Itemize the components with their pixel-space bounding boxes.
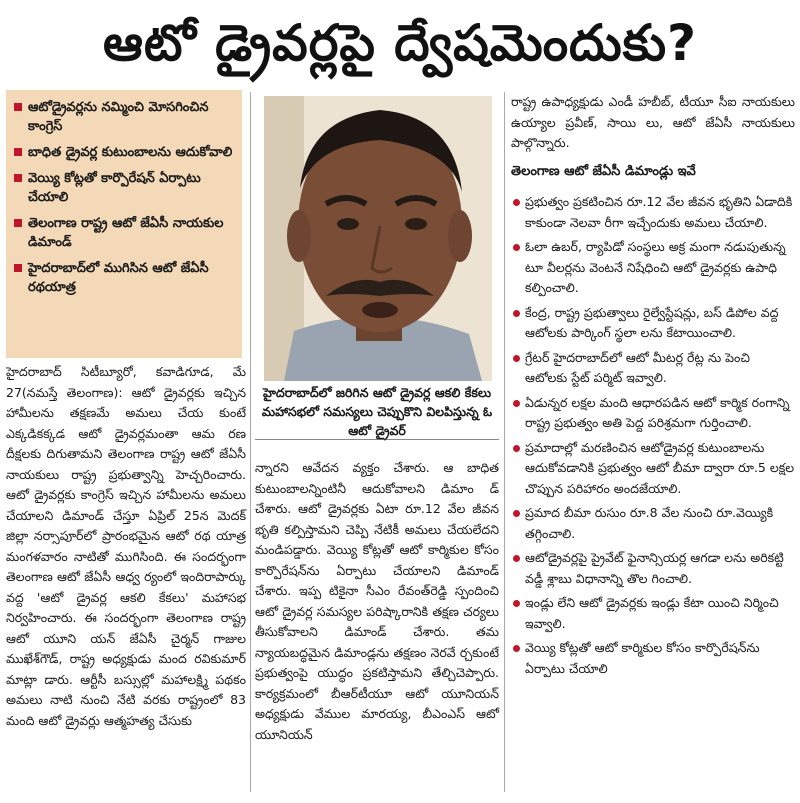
demand-text: ప్రమాద బీమా రుసుం రూ.8 వేల నుంచి రూ.వెయ్యికి తగ్గించాలి. (525, 505, 774, 541)
square-bullet-icon (14, 264, 22, 272)
square-bullet-icon (14, 148, 22, 156)
demand-text: ఇండ్లు లేని ఆటో డ్రైవర్లకు ఇండ్లు కేటా యించి నిర్మించి ఇవ్వాలి. (525, 595, 779, 631)
highlights-box (6, 90, 242, 358)
demand-text: ఆటోడ్రైవర్లపై ప్రైవేట్ ఫైనాన్సియర్ల ఆగడా లను అరికట్టి వడ్డీ శ్లాబు విధానాన్ని తొల గించాలి. (525, 550, 784, 586)
article-body-middle: న్నారని ఆవేదన వ్యక్తం చేశారు. ఆ బాధిత కుటుంబాలన్నింటినీ ఆదుకోవాలని డిమాం డ్ చేశారు. ఆటో డ్రైవర్లకు ఏటా రూ.12 వేల జీవన భృతి కల్పిస్తామని చెప్పి నేటికీ అమలు చేయలేదని మండిపడ్డారు. వెయ్యి కోట్లతో ఆటో కార్మికుల కోసం కార్పొరేషన్‌ను ఏర్పాటు చేయాలని డిమాండ్ చేశారు. ఇప్ప టికైనా సీఎం రేవంత్‌రెడ్డి స్పందించి ఆటో డ్రైవర్ల సమస్యల పరిష్కారానికి తక్షణ చర్యలు తీసుకోవాలని డిమాండ్ చేశారు. తమ న్యాయబద్ధమైన డిమాండ్లను తక్షణం నెరవే ర్చకుంటే ప్రభుత్వంపై యుద్ధం ప్రకటిస్తామని తేల్చిచెప్పారు. కార్యక్రమంలో బీఆర్‌టీయూ ఆటో యూనియన్ అధ్యక్షుడు వేముల మారయ్య, బీఎంఎస్ ఆటో యూనియన్ (255, 460, 499, 742)
demand-text: గ్రేటర్ హైదరాబాద్‌లో ఆటో మీటర్ల రేట్ల ను పెంచి ఆటోలకు స్టేట్ పర్మిట్ ఇవ్వాలి. (525, 349, 750, 385)
demand-text: ఓలా ఉబర్, ర్యాపిడో సంస్థలు అక్ర మంగా నడుపుతున్న టూ వీలర్లను వెంటనే నిషేధించి ఆటో డ్రైవర్లకు ఉపాధి కల్పించాలి. (525, 239, 786, 295)
bullet-icon (513, 355, 520, 362)
demand-item (511, 548, 795, 589)
bullet-icon (513, 445, 520, 452)
highlight-item (14, 143, 236, 162)
demand-item (511, 638, 795, 679)
portrait-illustration (264, 96, 492, 381)
highlight-item (14, 214, 236, 252)
demand-text: కేంద్ర, రాష్ట్ర ప్రభుత్వాలు రైల్వేస్టేషన్లు, బస్ డిపోల వద్ద ఆటోలకు పార్కింగ్ స్థలా లను కేటాయించాలి. (525, 304, 779, 340)
bullet-icon (513, 645, 520, 652)
demand-item (511, 348, 795, 389)
bullet-icon (513, 199, 520, 206)
demand-text: ప్రమాదాల్లో మరణించిన ఆటోడ్రైవర్ల కుటుంబాలను ఆదుకోవడానికి ప్రభుత్వం ఆటో బీమా ద్వారా రూ.5 లక్షల చొప్పున పరిహారం అందజేయాలి. (525, 439, 795, 496)
bullet-icon (513, 555, 520, 562)
demands-title: తెలంగాణ ఆటో జేఏసీ డిమాండ్లు ఇవే (511, 164, 696, 179)
column-divider (250, 92, 251, 792)
highlight-item (14, 98, 236, 136)
photo-caption: హైదరాబాద్‌లో జరిగిన ఆటో డ్రైవర్ల ఆకలి కేకలు మహాసభలో సమస్యలు చెప్పుకొని విలపిస్తున్న ఓ ఆటో డ్రైవర్ (255, 382, 499, 440)
article-body-right: రాష్ట్ర ఉపాధ్యక్షుడు ఎండీ హబీబ్, టీయూ సీఐ నాయకులు ఉయ్యాల ప్రవీణ్, సాయి లు, ఆటో జేఏసీ నాయకులు పాల్గొన్నారు. (511, 94, 795, 150)
bullet-icon (513, 510, 520, 517)
demand-text: వెయ్యి కోట్లతో ఆటో కార్మికుల కోసం కార్పొరేషన్‌ను ఏర్పాటు చేయాలి (525, 640, 760, 676)
bullet-icon (513, 400, 520, 407)
demand-text: ప్రభుత్వం ప్రకటించిన రూ.12 వేల జీవన భృతిని ఏడాదికి కాకుండా నెలవా రీగా ఇచ్చేందుకు అమలు చేయాలి. (525, 194, 793, 230)
highlight-text: బాధిత డ్రైవర్ల కుటుంబాలను ఆదుకోవాలి (28, 145, 233, 160)
article-body-left: హైదరాబాద్ సిటీబ్యూరో, కవాడిగూడ, మే 27(నమస్తే తెలంగాణ): ఆటో డ్రైవర్లకు ఇచ్చిన హామీలను తక్షణమే అమలు చేయ కుంటే ఎక్కడికక్కడ ఆటో డ్రైవర్లమంతా ఆమ రణ దీక్షలకు దిగుతామని తెలంగాణ రాష్ట్ర ఆటో జేఏసీ నాయకులు రాష్ట్ర ప్రభుత్వాన్ని హెచ్చరించారు. ఆటో డ్రైవర్లకు కాంగ్రెస్ ఇచ్చిన హామీలను అమలు చేయాలని డిమాండ్ చేస్తూ ఏప్రిల్ 25న మెదక్ జిల్లా నర్సాపూర్‌లో ప్రారంభమైన ఆటో రథ యాత్ర మంగళవారం నాటితో ముగిసింది. ఈ సందర్భంగా తెలంగాణ ఆటో జేఏసీ ఆధ్వ ర్యంలో ఇందిరాపార్కు వద్ద 'ఆటో డ్రైవర్ల ఆకలి కేకలు' మహాసభ నిర్వహించారు. ఈ సందర్భంగా తెలంగాణ రాష్ట్ర ఆటో యూని యన్ జేఏసీ చైర్మన్ గాజుల ముఖేశ్‌గౌడ్, రాష్ట్ర అధ్యక్షుడు మంద రవికుమార్ మాట్లా డారు. ఆర్టీసీ బస్సుల్లో మహాలక్ష్మి పథకం అమలు నాటి నుంచి నేటి వరకు రాష్ట్రంలో 83 మంది ఆటో డ్రైవర్లు ఆత్మహత్య చేసుకు (6, 364, 246, 728)
demands-list (511, 192, 795, 683)
square-bullet-icon (14, 103, 22, 111)
highlight-text: ఆటోడ్రైవర్లను నమ్మించి మోసగించిన కాంగ్రెస్ (28, 100, 209, 134)
highlight-item (14, 169, 236, 207)
square-bullet-icon (14, 219, 22, 227)
highlight-text: వెయ్యి కోట్లతో కార్పొరేషన్ ఏర్పాటు చేయాలి (28, 171, 201, 205)
square-bullet-icon (14, 174, 22, 182)
demand-item (511, 237, 795, 299)
demand-item (511, 303, 795, 344)
headline: ఆటో డ్రైవర్లపై ద్వేషమెందుకు? (102, 14, 698, 72)
auto-driver-photo (264, 96, 492, 381)
highlight-text: తెలంగాణ రాష్ట్ర ఆటో జేఏసీ నాయకుల డిమాండ్ (28, 216, 224, 250)
highlight-item (14, 259, 236, 297)
bullet-icon (513, 310, 520, 317)
demand-item (511, 438, 795, 500)
column-divider (504, 92, 505, 792)
bullet-icon (513, 600, 520, 607)
demand-item (511, 192, 795, 233)
bullet-icon (513, 244, 520, 251)
demand-item (511, 593, 795, 634)
demand-text: ఏడున్నర లక్షల మంది ఆధారపడిన ఆటో కార్మిక రంగాన్ని రాష్ట్ర ప్రభుత్వం అతి పెద్ద పరిశ్రమగా గుర్తించాలి. (525, 394, 790, 430)
highlight-text: హైదరాబాద్‌లో ముగిసిన ఆటో జేఏసీ రథయాత్ర (28, 261, 209, 295)
demand-item (511, 503, 795, 544)
demand-item (511, 393, 795, 434)
